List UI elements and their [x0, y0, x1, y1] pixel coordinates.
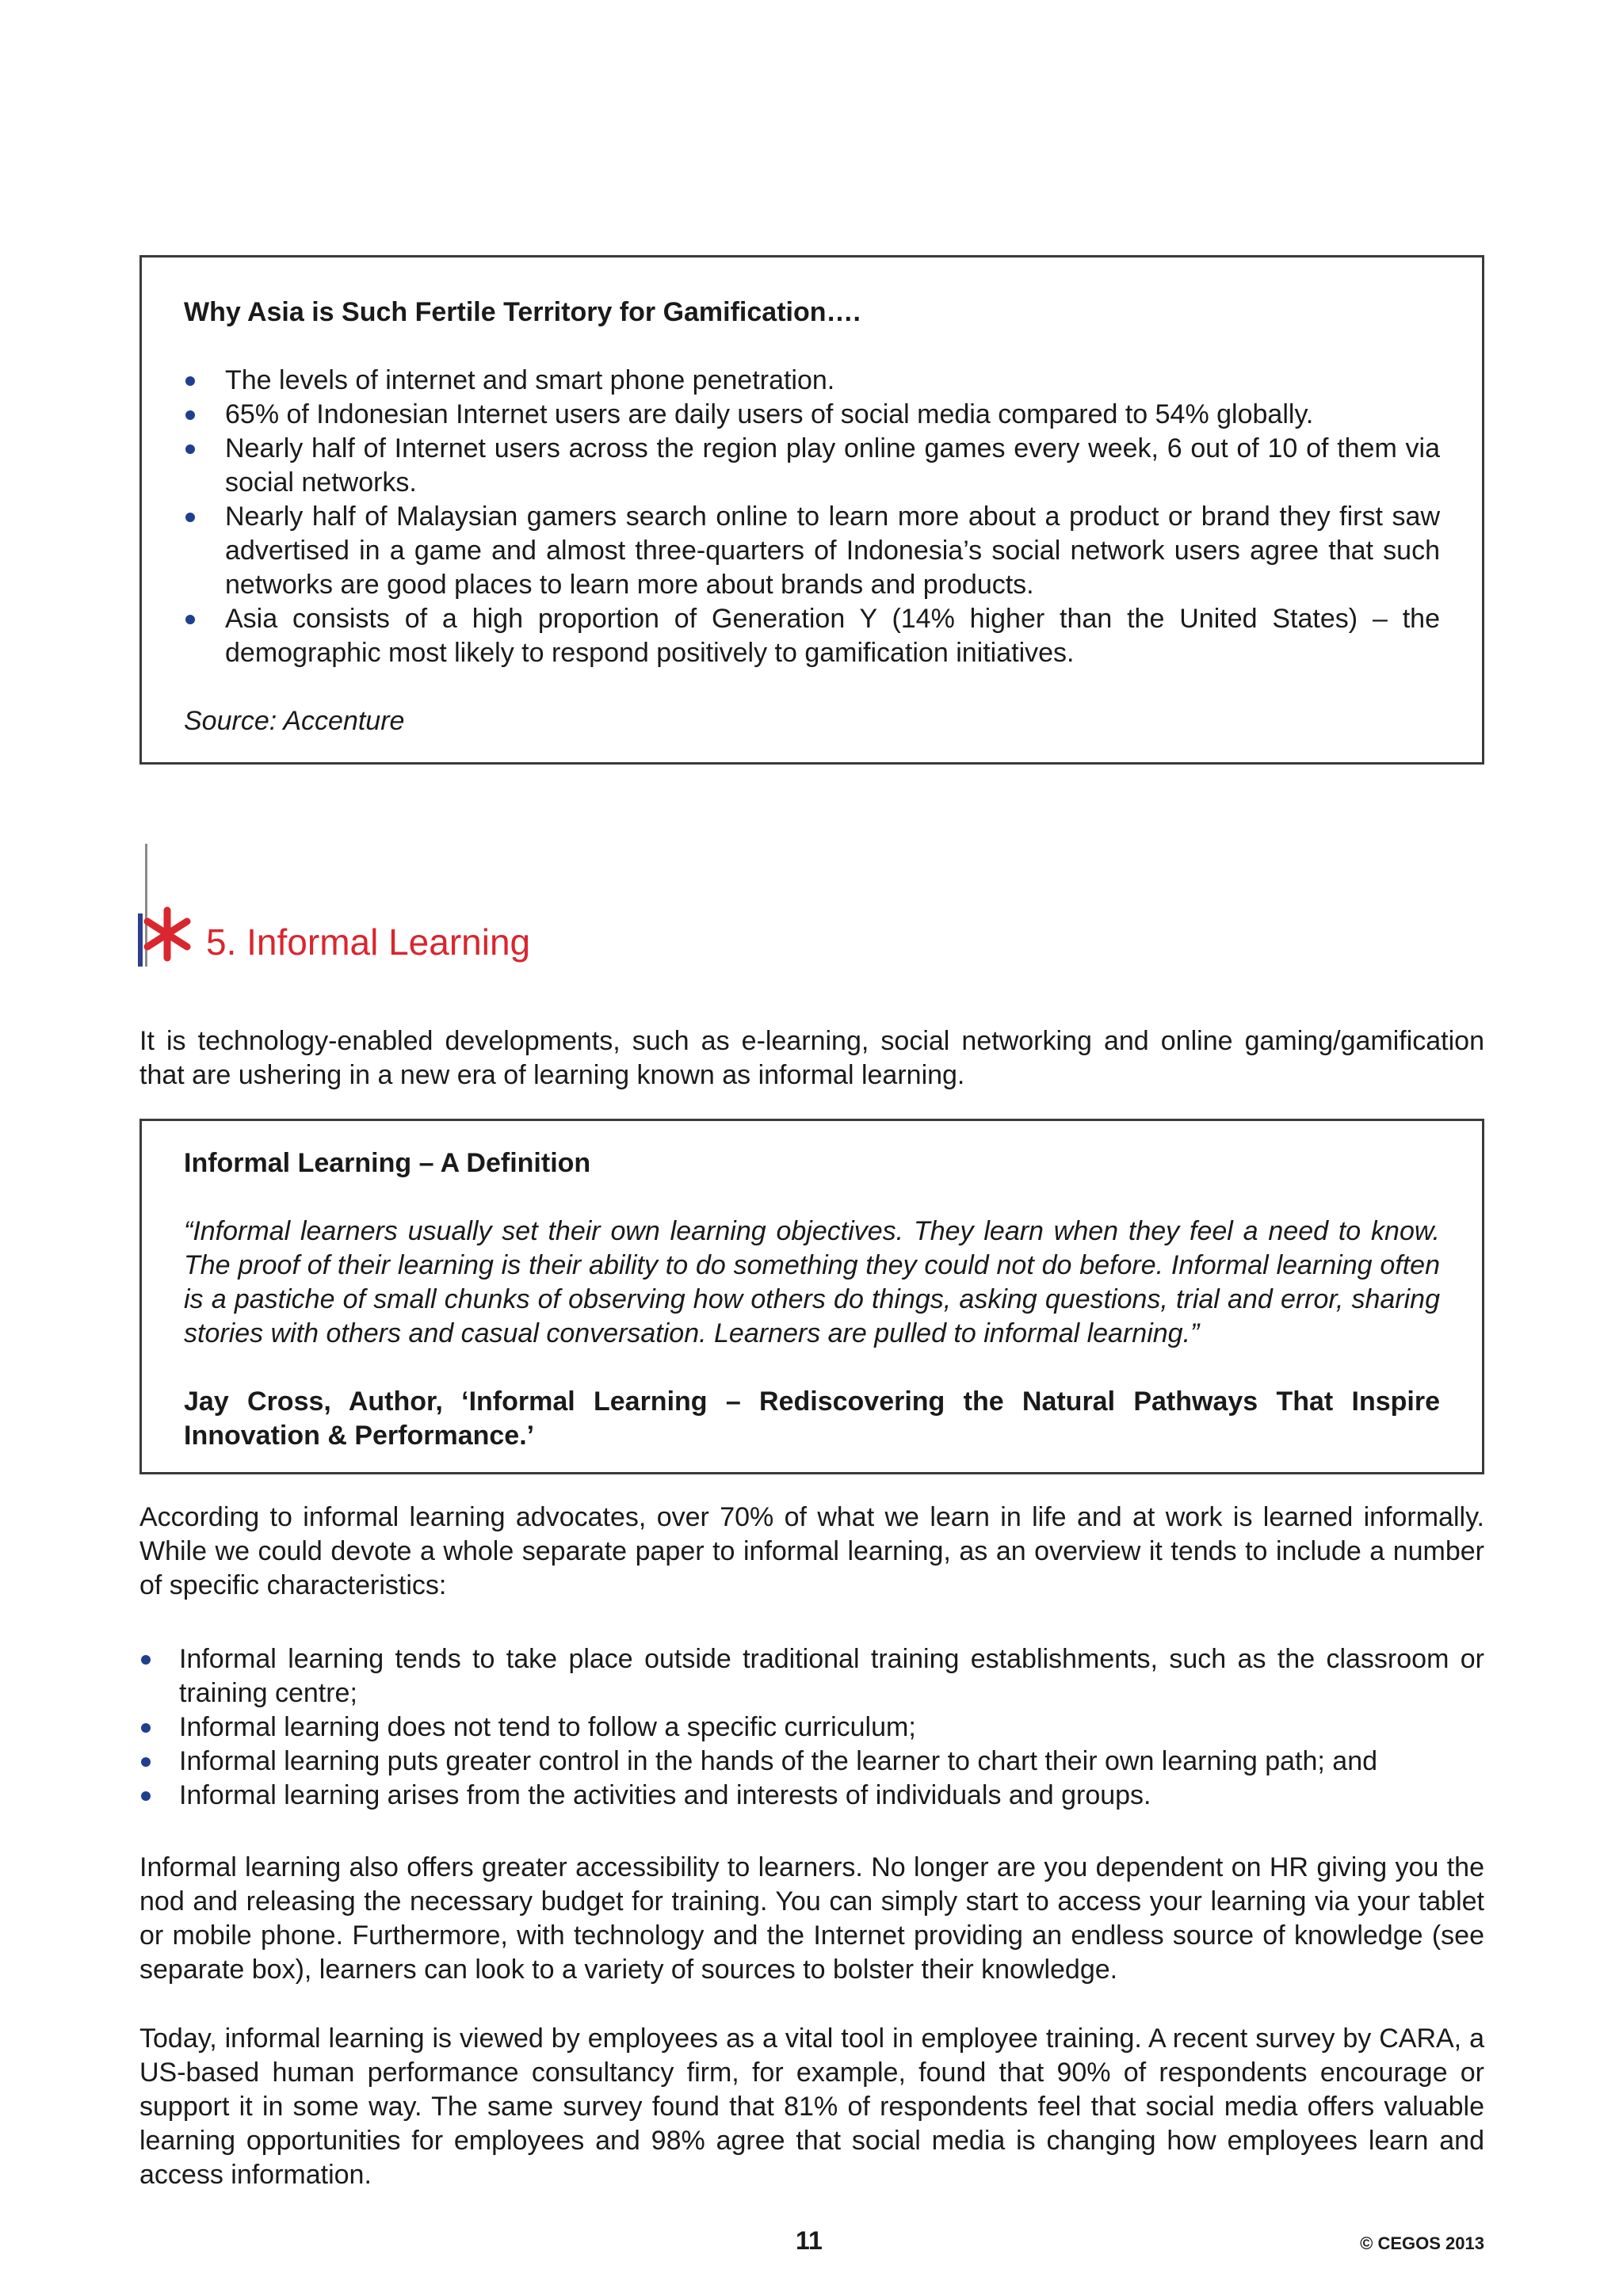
callout-bullet-list — [184, 364, 1440, 670]
definition-callout-box — [139, 1119, 1484, 1474]
section-heading — [135, 844, 689, 978]
characteristics-list — [139, 1642, 1484, 1813]
source-citation: Source: Accenture — [184, 706, 405, 736]
gamification-asia-callout-box — [139, 255, 1484, 765]
list-item: The levels of internet and smart phone penetration. — [184, 364, 1440, 398]
callout-title: Why Asia is Such Fertile Territory for Gamification…. — [184, 297, 861, 327]
list-item: Asia consists of a high proportion of Generation Y (14% higher than the United States) – the demographic most likely to respond positively to gamification initiatives. — [184, 602, 1440, 670]
bullet-dot-icon — [185, 615, 195, 624]
red-asterisk-icon — [143, 906, 192, 963]
definition-quote: “Informal learners usually set their own learning objectives. They learn when they feel a need to know. The proof of their learning is their ability to do something they could not do before. Informal learning often is a pastiche of small chunks of observing how others do things, asking questions, trial and error, sharing stories with others and casual conversation. Learners are pulled to informal learning.” — [184, 1216, 1440, 1348]
list-item: Informal learning arises from the activities and interests of individuals and groups. — [139, 1779, 1484, 1813]
list-item: Informal learning tends to take place outside traditional training establishments, such as the classroom or training centre; — [139, 1642, 1484, 1711]
bullet-dot-icon — [185, 513, 195, 522]
copyright-notice: © CEGOS 2013 — [1360, 2233, 1484, 2253]
bullet-dot-icon — [185, 410, 195, 420]
list-item: 65% of Indonesian Internet users are daily users of social media compared to 54% globally. — [184, 398, 1440, 432]
list-item: Informal learning puts greater control in the hands of the learner to chart their own learning path; and — [139, 1745, 1484, 1779]
list-item: Informal learning does not tend to follow a specific curriculum; — [139, 1711, 1484, 1745]
advocates-paragraph: According to informal learning advocates, over 70% of what we learn in life and at work is learned informally. While we could devote a whole separate paper to informal learning, as an overview it tends to include a number of specific characteristics: — [139, 1502, 1484, 1600]
bullet-dot-icon — [185, 444, 195, 454]
bullet-dot-icon — [141, 1723, 151, 1733]
today-paragraph: Today, informal learning is viewed by employees as a vital tool in employee training. A recent survey by CARA, a US-based human performance consultancy firm, for example, found that 90% of respondents encourage or support it in some way. The same survey found that 81% of respondents feel that social media offers valuable learning opportunities for employees and 98% agree that social media is changing how employees learn and access information. — [139, 2023, 1484, 2190]
list-item: Nearly half of Malaysian gamers search online to learn more about a product or brand they first saw advertised in a game and almost three-quarters of Indonesia’s social network users agree that such networks are good places to learn more about brands and products. — [184, 500, 1440, 602]
section-title: 5. Informal Learning — [206, 921, 531, 963]
bullet-dot-icon — [141, 1791, 151, 1801]
list-item: Nearly half of Internet users across the region play online games every week, 6 out of 10 of them via social networks. — [184, 432, 1440, 500]
page-number: 11 — [796, 2226, 823, 2255]
bullet-dot-icon — [141, 1655, 151, 1665]
quote-attribution: Jay Cross, Author, ‘Informal Learning – Rediscovering the Natural Pathways That Inspire Innovation & Performance.’ — [184, 1386, 1440, 1451]
intro-paragraph: It is technology-enabled developments, such as e-learning, social networking and online gaming/gamification that are ushering in a new era of learning known as informal learning. — [139, 1026, 1484, 1090]
bullet-dot-icon — [141, 1757, 151, 1767]
definition-title: Informal Learning – A Definition — [184, 1148, 591, 1178]
accessibility-paragraph: Informal learning also offers greater accessibility to learners. No longer are you dependent on HR giving you the nod and releasing the necessary budget for training. You can simply start to access your learning via your tablet or mobile phone. Furthermore, with technology and the Internet providing an endless source of knowledge (see separate box), learners can look to a variety of sources to bolster their knowledge. — [139, 1852, 1484, 1985]
characteristics-list-wrapper — [139, 1642, 1484, 1813]
bullet-dot-icon — [185, 376, 195, 386]
